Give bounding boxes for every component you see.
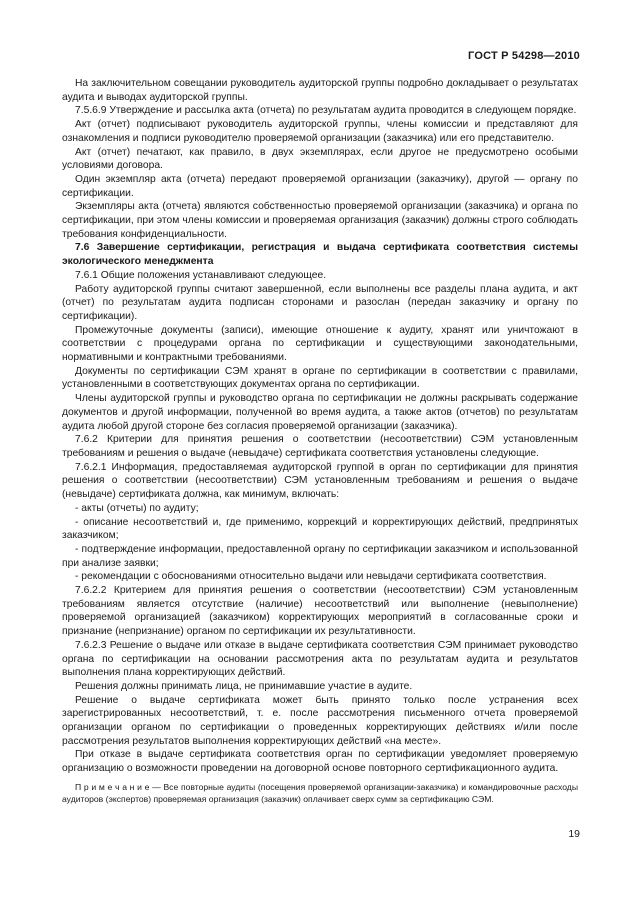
paragraph: 7.6.2.1 Информация, предоставляемая аудиторской группой в орган по сертификации для принятия решения о соответствии (несоответствии) СЭМ установленным требованиям и решения о выдаче (невыдаче) сертификата должна, как минимум, включать: <box>62 461 578 501</box>
paragraph: При отказе в выдаче сертификата соответствия орган по сертификации уведомляет проверяемую организацию о возможности проведении на договорной основе повторного сертификационного аудита. <box>62 749 578 775</box>
paragraph: Акт (отчет) подписывают руководитель аудиторской группы, члены комиссии и представляют для ознакомления и подписи руководителю проверяемой организации (заказчика) или его представителю. <box>62 119 578 144</box>
paragraph: Документы по сертификации СЭМ хранят в органе по сертификации в соответствии с правилами, установленными в соответствующих документах органа по сертификации. <box>62 365 578 391</box>
paragraph: - подтверждение информации, предоставленной органу по сертификации заказчиком и использованной при анализе заявки; <box>62 543 578 569</box>
paragraph: Один экземпляр акта (отчета) передают проверяемой организации (заказчику), другой — органу по сертификации. <box>62 173 578 199</box>
paragraph: Акт (отчет) печатают, как правило, в двух экземплярах, если другое не предусмотрено особыми условиями договора. <box>62 146 578 172</box>
paragraph: На заключительном совещании руководитель аудиторской группы подробно докладывает о результатах аудита и выводах аудиторской группы. <box>62 78 578 103</box>
paragraph: - рекомендации с обоснованиями относительно выдачи или невыдачи сертификата соответствия. <box>75 571 547 583</box>
paragraph: Решение о выдаче сертификата может быть принято только после устранения всех зарегистрированных несоответствий, т. е. после рассмотрения письменного отчета проверяемой организации органом по сертификации о проведенных корректирующих действиях и/или после рассмотрения результатов выполнения корректирующих действий «на месте». <box>62 694 578 747</box>
page-number: 19 <box>568 828 580 840</box>
paragraph: 7.6.2 Критерии для принятия решения о соответствии (несоответствии) СЭМ установленным требованиям и решения о выдаче (невыдаче) сертификата соответствия установлены следующие. <box>62 434 578 459</box>
paragraph: Члены аудиторской группы и руководство органа по сертификации не должны раскрывать содержание документов и другой информации, полученной во время аудита, а также актов (отчетов) по результатам аудита любой другой стороне без согласия проверяемой организации (заказчика). <box>62 393 578 432</box>
paragraph: Экземпляры акта (отчета) являются собственностью проверяемой организации (заказчика) и органа по сертификации, при этом члены комиссии и проверяемая организация (заказчик) должны строго соблюдать требования конфиденциальности. <box>62 201 578 240</box>
section-heading: 7.6 Завершение сертификации, регистрация и выдача сертификата соответствия системы экологического менеджмента <box>62 242 578 268</box>
paragraph: 7.6.2.2 Критерием для принятия решения о соответствии (несоответствии) СЭМ установленным требованиям является отсутствие (наличие) несоответствий или выполнение (невыполнение) проверяемой организацией (заказчиком) корректирующих мероприятий в согласованные сроки и признание (непризнание) органом по сертификации их результативности. <box>62 585 578 638</box>
paragraph: 7.6.1 Общие положения устанавливают следующее. <box>75 269 327 281</box>
paragraph: 7.6.2.3 Решение о выдаче или отказе в выдаче сертификата соответствия СЭМ принимает руководство органа по сертификации на основании рассмотрения акта по результатам аудита и результатов выполнения плана корректирующих действий. <box>62 639 578 679</box>
paragraph: 7.5.6.9 Утверждение и рассылка акта (отчета) по результатам аудита проводится в следующем порядке. <box>75 105 577 117</box>
document-body <box>62 77 578 806</box>
paragraph: Решения должны принимать лица, не принимавшие участие в аудите. <box>75 680 413 692</box>
paragraph: - описание несоответствий и, где применимо, коррекций и корректирующих действий, предпринятых заказчиком; <box>62 516 578 542</box>
note-paragraph: П р и м е ч а н и е — Все повторные аудиты (посещения проверяемой организации-заказчика) и командировочные расходы аудиторов (экспертов) проверяемая организация (заказчик) оплачивает сверх сумм за сертификацию СЭМ. <box>62 781 578 805</box>
paragraph: Работу аудиторской группы считают завершенной, если выполнены все разделы плана аудита, и акт (отчет) по результатам аудита подписан сторонами и разослан (передан заказчику и органу по сертификации). <box>62 283 578 322</box>
paragraph: - акты (отчеты) по аудиту; <box>75 502 199 514</box>
paragraph: Промежуточные документы (записи), имеющие отношение к аудиту, хранят или уничтожают в соответствии с процедурами органа по сертификации и существующими законодательными, нормативными и контрактными требованиями. <box>62 324 578 364</box>
document-header: ГОСТ Р 54298—2010 <box>468 50 580 62</box>
